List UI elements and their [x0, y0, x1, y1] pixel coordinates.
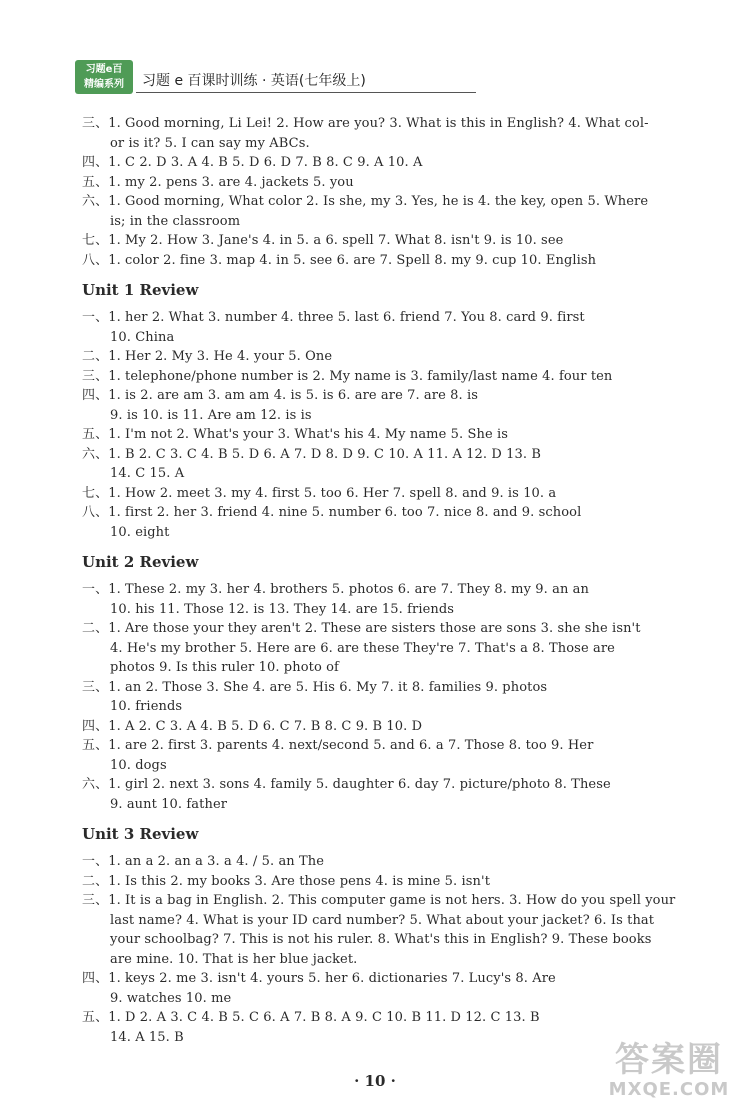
answer-key-content — [82, 114, 702, 1047]
answer-line-continued: 10. eight — [110, 524, 170, 540]
answer-line-continued: 10. dogs — [110, 757, 167, 773]
book-title: 习题 e 百课时训练 · 英语(七年级上) — [142, 73, 366, 89]
answer-line: 六、1. B 2. C 3. C 4. B 5. D 6. A 7. D 8. D 9. C 10. A 11. A 12. D 13. B — [82, 446, 541, 462]
answer-line-continued: 14. C 15. A — [110, 466, 185, 481]
answer-line-continued: 10. China — [110, 329, 175, 345]
answer-line-continued: 10. his 11. Those 12. is 13. They 14. are 15. friends — [110, 601, 455, 617]
answer-line-continued: 9. aunt 10. father — [110, 796, 228, 812]
series-logo — [75, 60, 133, 94]
answer-line: 二、1. Her 2. My 3. He 4. your 5. One — [82, 349, 333, 364]
answer-line-continued: are mine. 10. That is her blue jacket. — [110, 951, 358, 967]
answer-line: 五、1. D 2. A 3. C 4. B 5. C 6. A 7. B 8. A 9. C 10. B 11. D 12. C 13. B — [82, 1010, 540, 1025]
unit-heading: Unit 2 Review — [82, 553, 199, 571]
answer-line: 四、1. A 2. C 3. A 4. B 5. D 6. C 7. B 8. C 9. B 10. D — [82, 718, 423, 734]
answer-line: 一、1. her 2. What 3. number 4. three 5. last 6. friend 7. You 8. card 9. first — [82, 310, 585, 325]
answer-line: 七、1. My 2. How 3. Jane's 4. in 5. a 6. spell 7. What 8. isn't 9. is 10. see — [82, 233, 564, 248]
answer-line: 八、1. first 2. her 3. friend 4. nine 5. number 6. too 7. nice 8. and 9. school — [82, 505, 582, 520]
watermark-url: MXQE.COM — [608, 1079, 730, 1100]
answer-line: 三、1. an 2. Those 3. She 4. are 5. His 6. My 7. it 8. families 9. photos — [82, 679, 548, 695]
answer-line: 七、1. How 2. meet 3. my 4. first 5. too 6. Her 7. spell 8. and 9. is 10. a — [82, 485, 557, 501]
answer-line: 三、1. telephone/phone number is 2. My name is 3. family/last name 4. four ten — [82, 368, 613, 384]
answer-line: 八、1. color 2. fine 3. map 4. in 5. see 6. are 7. Spell 8. my 9. cup 10. English — [82, 252, 597, 268]
watermark-logo: 答案圈 — [615, 1040, 723, 1080]
answer-line-continued: 14. A 15. B — [110, 1029, 184, 1045]
answer-line-continued: or is it? 5. I can say my ABCs. — [110, 135, 310, 151]
answer-line: 三、1. It is a bag in English. 2. This computer game is not hers. 3. How do you spell your — [82, 893, 676, 908]
answer-line-continued: 10. friends — [110, 699, 183, 714]
answer-line: 四、1. keys 2. me 3. isn't 4. yours 5. her 6. dictionaries 7. Lucy's 8. Are — [82, 971, 556, 986]
answer-line: 五、1. my 2. pens 3. are 4. jackets 5. you — [82, 174, 354, 190]
answer-line: 五、1. I'm not 2. What's your 3. What's his 4. My name 5. She is — [82, 427, 508, 442]
answer-line-continued: 9. is 10. is 11. Are am 12. is is — [110, 407, 312, 423]
answer-line: 四、1. is 2. are am 3. am am 4. is 5. is 6. are are 7. are 8. is — [82, 388, 478, 403]
page-header — [70, 58, 710, 94]
answer-line-continued: 9. watches 10. me — [110, 990, 232, 1006]
answer-line: 六、1. girl 2. next 3. sons 4. family 5. daughter 6. day 7. picture/photo 8. These — [82, 777, 611, 792]
unit-heading: Unit 1 Review — [82, 281, 199, 299]
series-logo-bottom: 精编系列 — [84, 79, 124, 90]
answer-line: 一、1. an a 2. an a 3. a 4. / 5. an The — [82, 854, 325, 869]
answer-line-continued: 4. He's my brother 5. Here are 6. are these They're 7. That's a 8. Those are — [110, 640, 615, 656]
answer-line-continued: is; in the classroom — [110, 213, 241, 229]
page-number: · 10 · — [354, 1072, 396, 1090]
answer-line: 六、1. Good morning, What color 2. Is she, my 3. Yes, he is 4. the key, open 5. Where — [82, 194, 649, 209]
series-logo-top: 习题e百 — [85, 64, 123, 75]
answer-line: 五、1. are 2. first 3. parents 4. next/second 5. and 6. a 7. Those 8. too 9. Her — [82, 738, 594, 753]
answer-line-continued: your schoolbag? 7. This is not his ruler. 8. What's this in English? 9. These books — [110, 932, 652, 947]
watermark — [604, 1040, 734, 1106]
unit-heading: Unit 3 Review — [82, 825, 199, 843]
answer-line: 四、1. C 2. D 3. A 4. B 5. D 6. D 7. B 8. C 9. A 10. A — [82, 155, 423, 170]
answer-line-continued: last name? 4. What is your ID card number? 5. What about your jacket? 6. Is that — [110, 912, 655, 928]
answer-line-continued: photos 9. Is this ruler 10. photo of — [110, 660, 339, 675]
answer-line: 二、1. Is this 2. my books 3. Are those pens 4. is mine 5. isn't — [82, 873, 491, 889]
answer-line: 二、1. Are those your they aren't 2. These are sisters those are sons 3. she she isn't — [82, 621, 641, 636]
answer-line: 一、1. These 2. my 3. her 4. brothers 5. photos 6. are 7. They 8. my 9. an an — [82, 582, 590, 597]
header-rule — [136, 92, 476, 93]
answer-line: 三、1. Good morning, Li Lei! 2. How are you? 3. What is this in English? 4. What col- — [82, 116, 649, 131]
